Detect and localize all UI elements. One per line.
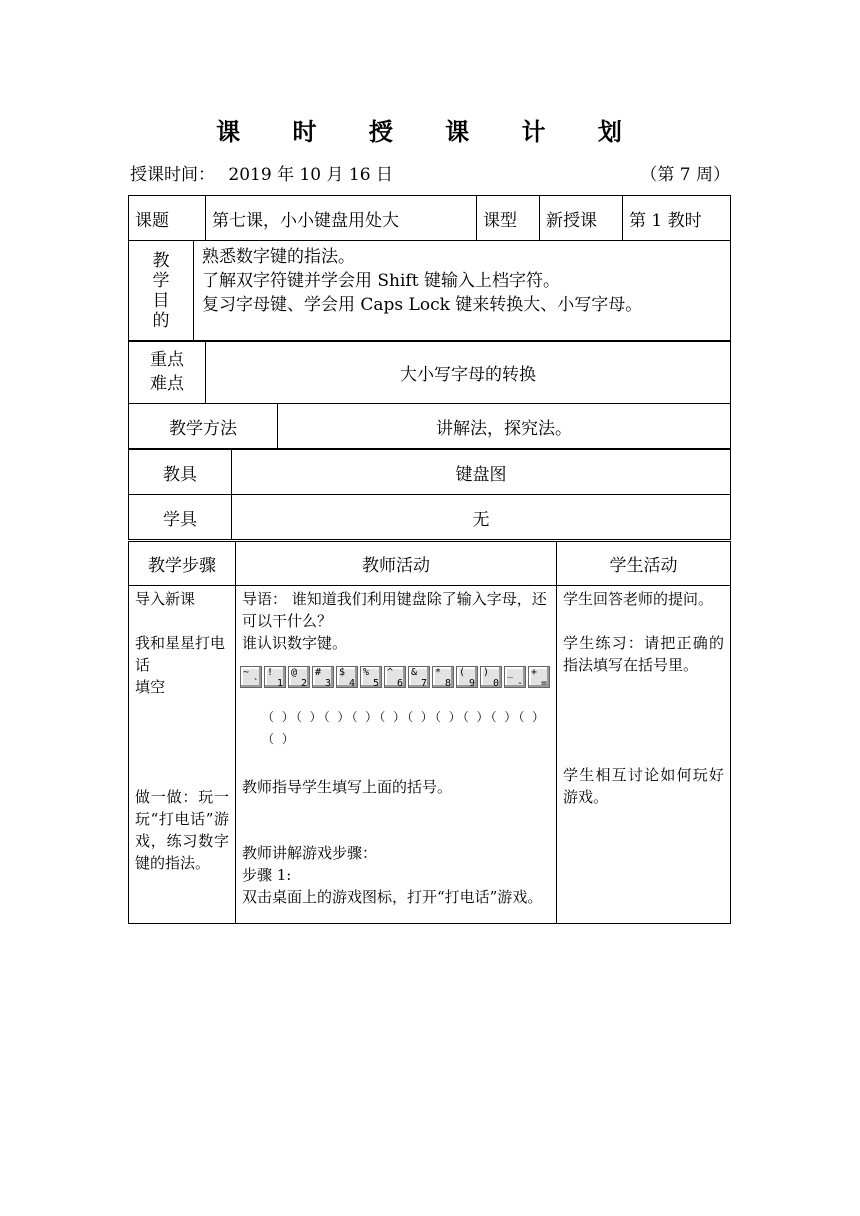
goals-label: 教学目的 xyxy=(129,241,194,342)
header-table xyxy=(128,195,731,241)
keyboard-key xyxy=(504,666,526,688)
key-top-char: @ xyxy=(291,667,298,678)
student-answer: 学生回答老师的提问。 xyxy=(563,590,714,608)
student-tools-label: 学具 xyxy=(129,495,232,540)
step-call: 我和星星打电话 xyxy=(135,634,226,674)
goal-line: 了解双字符键并学会用 Shift 键输入上档字符。 xyxy=(202,271,560,291)
steps-header-student: 学生活动 xyxy=(557,542,731,586)
keyboard-key xyxy=(360,666,382,688)
steps-header-step: 教学步骤 xyxy=(129,542,236,586)
goal-line: 复习字母键、学会用 Caps Lock 键来转换大、小写字母。 xyxy=(202,295,643,315)
keyboard-key xyxy=(240,666,262,688)
key-top-char: ~ xyxy=(243,667,250,678)
teacher-game-title: 教师讲解游戏步骤： xyxy=(242,844,378,862)
page-title: 课 时 授 课 计 划 xyxy=(216,117,644,146)
steps-header-teacher: 教师活动 xyxy=(236,542,557,586)
teacher-guide: 教师指导学生填写上面的括号。 xyxy=(242,778,453,796)
student-tools-value: 无 xyxy=(232,495,731,540)
key-top-char: & xyxy=(411,667,418,678)
type-label: 课型 xyxy=(477,196,540,241)
tools-label: 教具 xyxy=(129,450,232,495)
key-bottom-char: ` xyxy=(252,678,259,689)
method-label: 教学方法 xyxy=(129,404,278,449)
keyboard-key xyxy=(480,666,502,688)
key-top-char: _ xyxy=(507,667,514,678)
key-bottom-char: 2 xyxy=(300,678,307,689)
key-bottom-char: = xyxy=(540,678,547,689)
method-value: 讲解法，探究法。 xyxy=(278,404,731,449)
step-column xyxy=(129,586,236,924)
student-practice: 学生练习：请把正确的指法填写在括号里。 xyxy=(563,634,724,674)
teacher-column xyxy=(236,586,557,924)
keyboard-key xyxy=(432,666,454,688)
tools-table xyxy=(128,449,731,540)
key-top-char: # xyxy=(315,667,322,678)
key-bottom-char: 4 xyxy=(348,678,355,689)
period-value: 第 1 教时 xyxy=(623,196,731,241)
number-keys-image xyxy=(240,666,550,688)
keyboard-key xyxy=(384,666,406,688)
keyboard-key xyxy=(288,666,310,688)
key-top-char: ! xyxy=(267,667,274,678)
date-value: 2019 年 10 月 16 日 xyxy=(228,165,393,185)
goal-line: 熟悉数字键的指法。 xyxy=(202,247,355,267)
keyboard-key xyxy=(336,666,358,688)
teacher-step1: 步骤 1: xyxy=(242,866,292,884)
key-top-char: * xyxy=(435,667,442,678)
key-bottom-char: 7 xyxy=(420,678,427,689)
key-bottom-char: 9 xyxy=(468,678,475,689)
tools-value: 键盘图 xyxy=(232,450,731,495)
step-game: 做一做：玩一玩“打电话”游戏，练习数字键的指法。 xyxy=(135,788,229,872)
teacher-intro: 导语： 谁知道我们利用键盘除了输入字母，还可以干什么？ xyxy=(242,590,547,630)
goals-table xyxy=(128,240,731,342)
keyboard-key xyxy=(312,666,334,688)
key-bottom-char: 1 xyxy=(276,678,283,689)
keyboard-key xyxy=(408,666,430,688)
method-table xyxy=(128,403,731,449)
key-bottom-char: 6 xyxy=(396,678,403,689)
topic-label: 课题 xyxy=(129,196,206,241)
student-discuss: 学生相互讨论如何玩好游戏。 xyxy=(563,766,724,806)
key-top-char: % xyxy=(363,667,370,678)
key-bottom-char: - xyxy=(516,678,523,689)
key-top-char: $ xyxy=(339,667,346,678)
key-bottom-char: 5 xyxy=(372,678,379,689)
topic-value: 第七课，小小键盘用处大 xyxy=(206,196,477,241)
step-intro: 导入新课 xyxy=(135,590,196,608)
goals-content xyxy=(194,241,731,342)
step-fill: 填空 xyxy=(135,678,166,696)
keyboard-key xyxy=(528,666,550,688)
key-bottom-char: 8 xyxy=(444,678,451,689)
keypoints-table xyxy=(128,340,731,404)
key-top-char: ) xyxy=(483,667,490,678)
type-value: 新授课 xyxy=(540,196,623,241)
key-top-char: ( xyxy=(459,667,466,678)
key-bottom-char: 3 xyxy=(324,678,331,689)
week-value: （第 7 周） xyxy=(640,165,730,185)
teacher-know: 谁认识数字键。 xyxy=(242,634,348,652)
keypoints-label: 重点难点 xyxy=(129,341,206,404)
meta-line xyxy=(130,160,730,185)
teacher-step1-text: 双击桌面上的游戏图标，打开“打电话”游戏。 xyxy=(242,888,543,906)
student-column xyxy=(557,586,731,924)
keyboard-key xyxy=(456,666,478,688)
key-bottom-char: 0 xyxy=(492,678,499,689)
time-label: 授课时间： xyxy=(130,165,215,185)
fill-parentheses: （ ）（ ）（ ）（ ）（ ）（ ）（ ）（ ）（ ）（ ）（ ） xyxy=(262,710,547,746)
keyboard-key xyxy=(264,666,286,688)
key-top-char: ^ xyxy=(387,667,394,678)
key-top-char: + xyxy=(531,667,538,678)
steps-table xyxy=(128,541,731,924)
keypoints-value: 大小写字母的转换 xyxy=(206,341,731,404)
